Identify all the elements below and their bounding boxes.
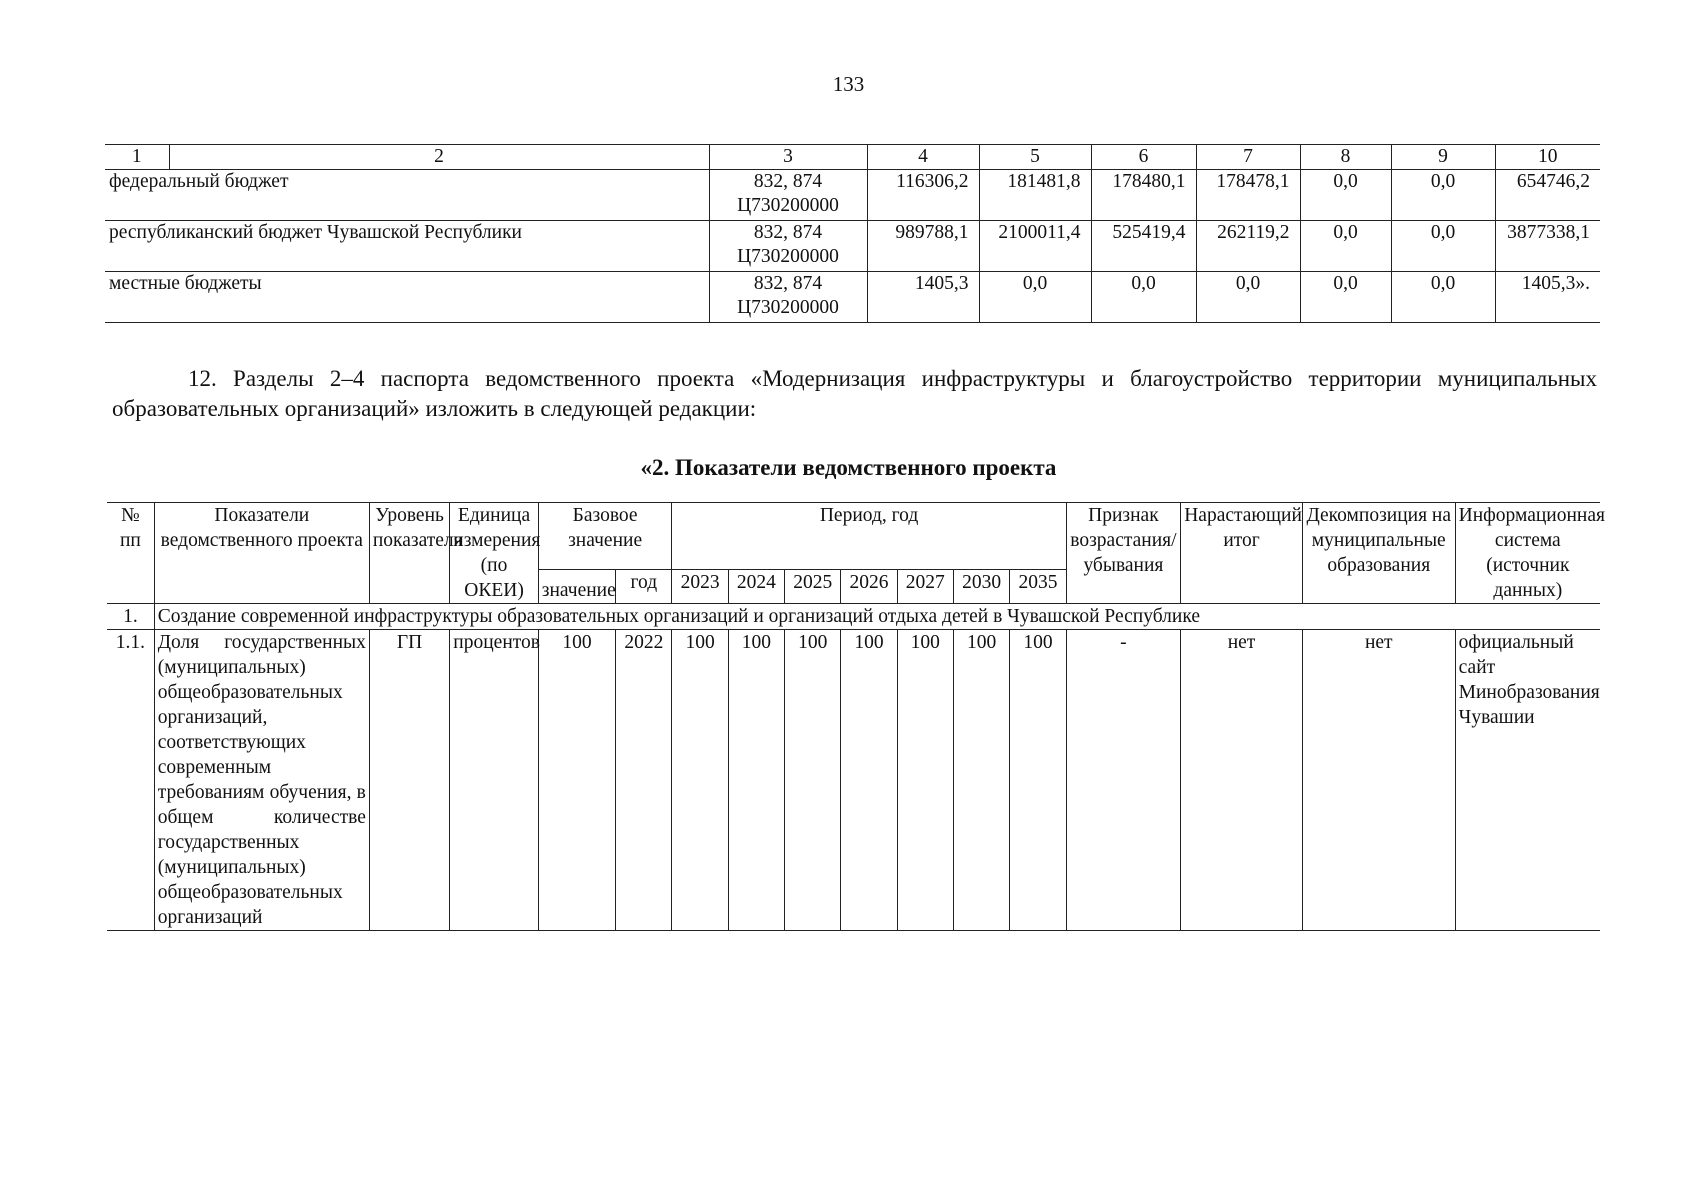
indicator-year-value: 100 xyxy=(785,630,841,931)
header-growth: Признак возрастания/ убывания xyxy=(1066,503,1181,604)
budget-code: 832, 874 Ц730200000 xyxy=(709,272,867,323)
header-base-year: год xyxy=(616,569,672,603)
budget-col-1: 1 xyxy=(105,145,169,170)
indicator-unit: процентов xyxy=(450,630,538,931)
budget-value: 0,0 xyxy=(1391,272,1495,323)
budget-row xyxy=(105,221,1600,272)
header-unit: Единица измерения (по ОКЕИ) xyxy=(450,503,538,604)
budget-value: 2100011,4 xyxy=(979,221,1091,272)
budget-source: федеральный бюджет xyxy=(105,170,709,221)
indicator-num: 1.1. xyxy=(107,630,154,931)
budget-col-5: 5 xyxy=(979,145,1091,170)
indicator-info-system: официальный сайт Минобразования Чувашии xyxy=(1455,630,1600,931)
indicator-year-value: 100 xyxy=(841,630,897,931)
budget-col-8: 8 xyxy=(1300,145,1391,170)
indicator-row xyxy=(107,630,1600,931)
budget-value: 0,0 xyxy=(1391,221,1495,272)
indicators-header-row-1 xyxy=(107,503,1600,570)
budget-col-6: 6 xyxy=(1091,145,1196,170)
budget-value: 262119,2 xyxy=(1196,221,1300,272)
budget-source: республиканский бюджет Чувашской Республики xyxy=(105,221,709,272)
header-year: 2030 xyxy=(953,569,1009,603)
budget-value: 525419,4 xyxy=(1091,221,1196,272)
header-year: 2025 xyxy=(785,569,841,603)
budget-value: 1405,3 xyxy=(867,272,979,323)
budget-value: 0,0 xyxy=(1196,272,1300,323)
budget-total: 654746,2 xyxy=(1495,170,1600,221)
header-info-system: Информационная система (источник данных) xyxy=(1455,503,1600,604)
budget-value: 0,0 xyxy=(979,272,1091,323)
amendment-paragraph: 12. Разделы 2–4 паспорта ведомственного проекта «Модернизация инфраструктуры и благоустройство территории муниципальных образовательных организаций» изложить в следующей редакции: xyxy=(112,366,1597,421)
budget-code: 832, 874 Ц730200000 xyxy=(709,170,867,221)
budget-col-3: 3 xyxy=(709,145,867,170)
budget-value: 0,0 xyxy=(1300,170,1391,221)
header-num: № пп xyxy=(107,503,154,604)
budget-total: 1405,3». xyxy=(1495,272,1600,323)
indicator-decomposition: нет xyxy=(1302,630,1455,931)
budget-value: 0,0 xyxy=(1391,170,1495,221)
budget-table xyxy=(105,144,1600,323)
budget-value: 178480,1 xyxy=(1091,170,1196,221)
indicator-cumulative: нет xyxy=(1181,630,1303,931)
header-decomposition: Декомпозиция на муниципальные образования xyxy=(1302,503,1455,604)
budget-source: местные бюджеты xyxy=(105,272,709,323)
section-num: 1. xyxy=(107,604,154,630)
budget-value: 116306,2 xyxy=(867,170,979,221)
budget-value: 0,0 xyxy=(1091,272,1196,323)
budget-col-10: 10 xyxy=(1495,145,1600,170)
budget-col-9: 9 xyxy=(1391,145,1495,170)
header-period: Период, год xyxy=(672,503,1066,570)
section-heading: Создание современной инфраструктуры образовательных организаций и организаций отдыха детей в Чувашской Республике xyxy=(154,604,1600,630)
header-year: 2035 xyxy=(1010,569,1066,603)
header-year: 2027 xyxy=(897,569,953,603)
budget-value: 0,0 xyxy=(1300,221,1391,272)
page-number: 133 xyxy=(832,72,865,96)
header-year: 2023 xyxy=(672,569,728,603)
section-row xyxy=(107,604,1600,630)
budget-header-row xyxy=(105,145,1600,170)
budget-code: 832, 874 Ц730200000 xyxy=(709,221,867,272)
budget-value: 0,0 xyxy=(1300,272,1391,323)
budget-row xyxy=(105,272,1600,323)
indicator-base-year: 2022 xyxy=(616,630,672,931)
section-title: «2. Показатели ведомственного проекта xyxy=(640,455,1057,480)
budget-col-2: 2 xyxy=(169,145,709,170)
indicator-year-value: 100 xyxy=(897,630,953,931)
budget-col-7: 7 xyxy=(1196,145,1300,170)
indicators-table xyxy=(107,502,1605,931)
budget-row xyxy=(105,170,1600,221)
indicator-year-value: 100 xyxy=(672,630,728,931)
indicator-year-value: 100 xyxy=(1010,630,1066,931)
budget-col-4: 4 xyxy=(867,145,979,170)
indicator-year-value: 100 xyxy=(953,630,1009,931)
budget-total: 3877338,1 xyxy=(1495,221,1600,272)
header-indicator: Показатели ведомственного проекта xyxy=(154,503,369,604)
budget-value: 178478,1 xyxy=(1196,170,1300,221)
indicator-level: ГП xyxy=(369,630,449,931)
header-year: 2026 xyxy=(841,569,897,603)
budget-value: 989788,1 xyxy=(867,221,979,272)
indicator-year-value: 100 xyxy=(728,630,784,931)
header-level: Уровень показателя xyxy=(369,503,449,604)
indicator-growth: - xyxy=(1066,630,1181,931)
header-base: Базовое значение xyxy=(538,503,672,570)
indicator-base-value: 100 xyxy=(538,630,615,931)
budget-value: 181481,8 xyxy=(979,170,1091,221)
header-cumulative: Нарастающий итог xyxy=(1181,503,1303,604)
header-year: 2024 xyxy=(728,569,784,603)
header-base-value: значение xyxy=(538,569,615,603)
indicator-name: Доля государственных (муниципальных) общеобразовательных организаций, соответствующих современным требованиям обучения, в общем количестве государственных (муниципальных) общеобразовательных организаций xyxy=(154,630,369,931)
